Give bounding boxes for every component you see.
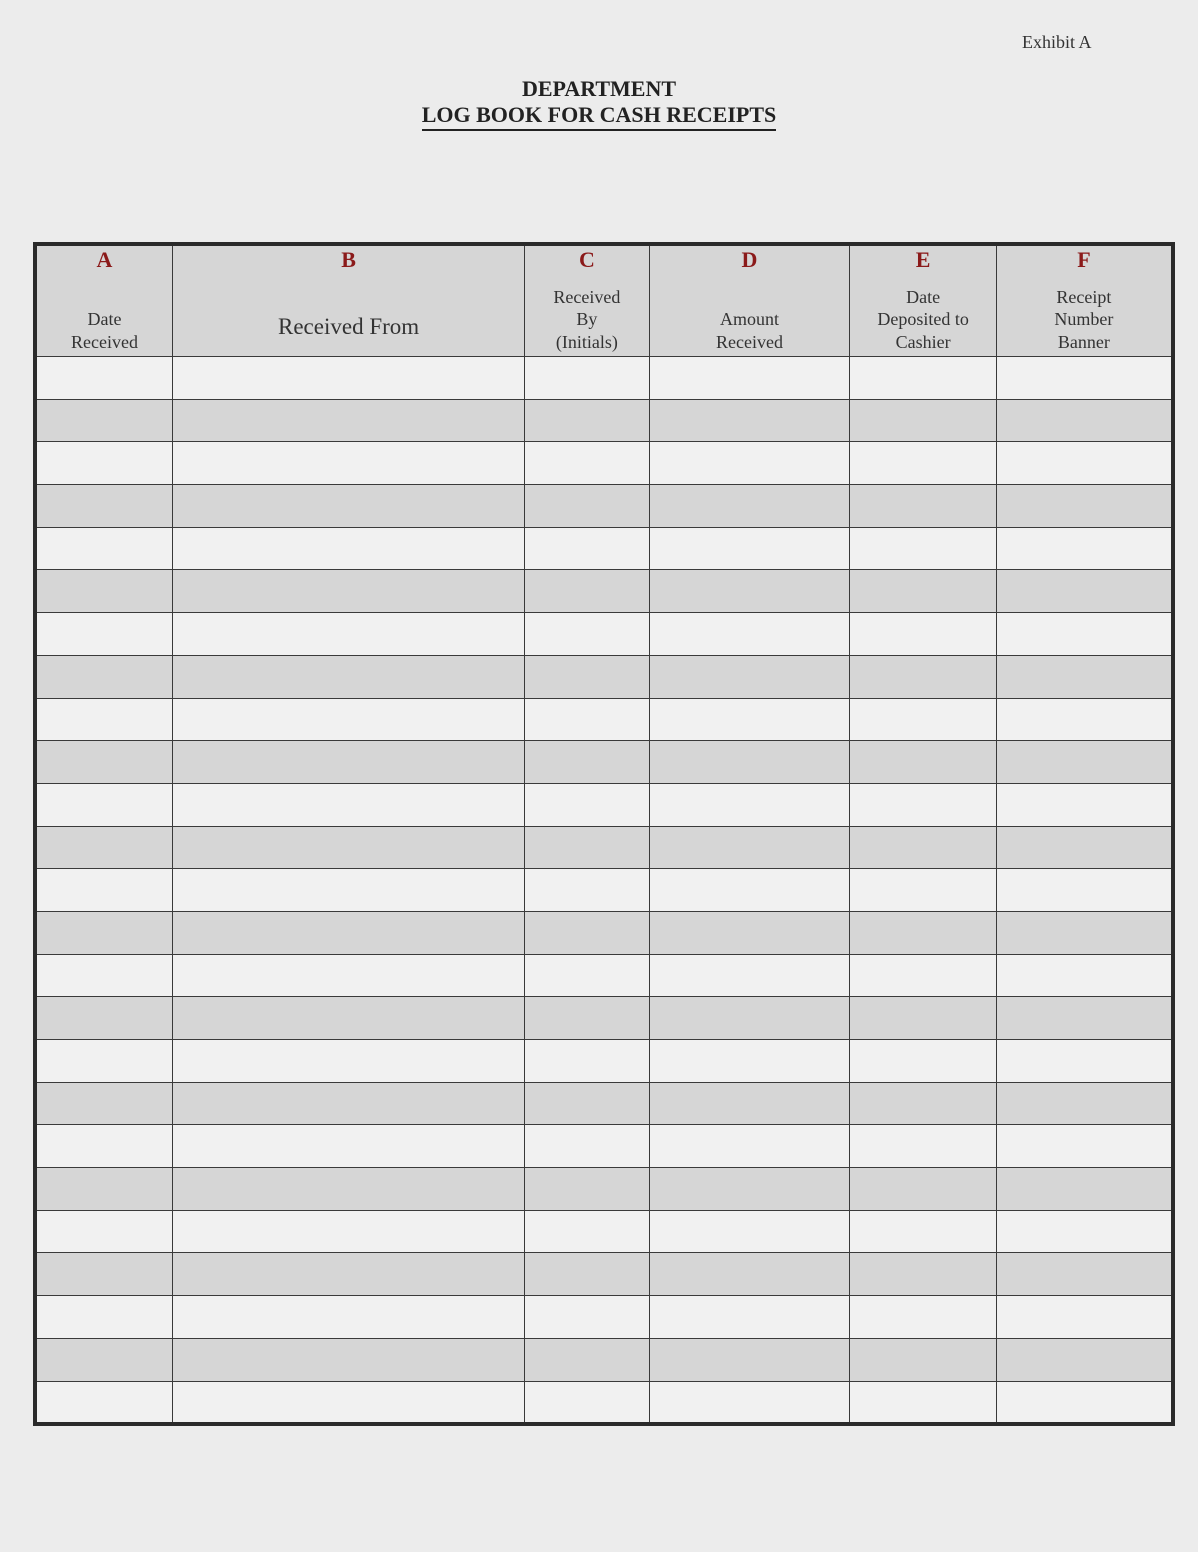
column-label: Received From (278, 313, 420, 339)
date-received-cell[interactable] (35, 1168, 172, 1211)
title-block (0, 76, 1198, 131)
date-deposited-cell[interactable] (850, 783, 997, 826)
amount-received-cell[interactable] (649, 826, 850, 869)
received-by-cell[interactable] (525, 1210, 649, 1253)
received-by-cell[interactable] (525, 527, 649, 570)
date-deposited-cell[interactable] (850, 869, 997, 912)
column-header-f (996, 244, 1173, 357)
column-label: Amount Received (715, 309, 783, 352)
table-row (35, 613, 1173, 656)
date-deposited-cell[interactable] (850, 1381, 997, 1424)
amount-received-cell[interactable] (649, 1381, 850, 1424)
receipt-number-cell[interactable] (996, 485, 1173, 528)
date-received-cell[interactable] (35, 1338, 172, 1381)
received-by-cell[interactable] (525, 485, 649, 528)
received-from-cell[interactable] (172, 954, 524, 997)
amount-received-cell[interactable] (649, 1253, 850, 1296)
column-letter: D (741, 247, 758, 272)
column-letter: E (915, 247, 931, 272)
received-from-cell[interactable] (172, 1082, 524, 1125)
column-header-d (649, 244, 850, 357)
receipt-number-cell[interactable] (996, 1381, 1173, 1424)
receipt-number-cell[interactable] (996, 1082, 1173, 1125)
received-from-cell[interactable] (172, 869, 524, 912)
received-by-cell[interactable] (525, 442, 649, 485)
amount-received-cell[interactable] (649, 485, 850, 528)
amount-received-cell[interactable] (649, 997, 850, 1040)
date-received-cell[interactable] (35, 826, 172, 869)
received-from-cell[interactable] (172, 1040, 524, 1083)
receipt-number-cell[interactable] (996, 570, 1173, 613)
date-deposited-cell[interactable] (850, 1168, 997, 1211)
received-from-cell[interactable] (172, 570, 524, 613)
date-received-cell[interactable] (35, 1082, 172, 1125)
date-received-cell[interactable] (35, 1381, 172, 1424)
received-by-cell[interactable] (525, 997, 649, 1040)
receipt-number-cell[interactable] (996, 399, 1173, 442)
amount-received-cell[interactable] (649, 1082, 850, 1125)
received-by-cell[interactable] (525, 1125, 649, 1168)
amount-received-cell[interactable] (649, 655, 850, 698)
received-by-cell[interactable] (525, 783, 649, 826)
receipt-number-cell[interactable] (996, 1338, 1173, 1381)
received-by-cell[interactable] (525, 1338, 649, 1381)
received-from-cell[interactable] (172, 911, 524, 954)
received-by-cell[interactable] (525, 1082, 649, 1125)
header-row (35, 244, 1173, 357)
date-received-cell[interactable] (35, 527, 172, 570)
amount-received-cell[interactable] (649, 1040, 850, 1083)
amount-received-cell[interactable] (649, 1125, 850, 1168)
received-by-cell[interactable] (525, 869, 649, 912)
receipt-number-cell[interactable] (996, 1040, 1173, 1083)
amount-received-cell[interactable] (649, 357, 850, 400)
receipt-number-cell[interactable] (996, 442, 1173, 485)
received-by-cell[interactable] (525, 1253, 649, 1296)
date-deposited-cell[interactable] (850, 442, 997, 485)
amount-received-cell[interactable] (649, 527, 850, 570)
column-label: Receipt Number Banner (1054, 286, 1114, 352)
received-from-cell[interactable] (172, 442, 524, 485)
date-received-cell[interactable] (35, 485, 172, 528)
table-row (35, 826, 1173, 869)
log-body (35, 357, 1173, 1424)
received-from-cell[interactable] (172, 527, 524, 570)
received-by-cell[interactable] (525, 1381, 649, 1424)
table-row (35, 954, 1173, 997)
date-deposited-cell[interactable] (850, 1253, 997, 1296)
received-from-cell[interactable] (172, 485, 524, 528)
table-row (35, 357, 1173, 400)
received-from-cell[interactable] (172, 741, 524, 784)
column-label: Received By (Initials) (553, 286, 621, 352)
receipt-number-cell[interactable] (996, 997, 1173, 1040)
date-received-cell[interactable] (35, 869, 172, 912)
table-row (35, 911, 1173, 954)
date-received-cell[interactable] (35, 399, 172, 442)
receipt-number-cell[interactable] (996, 1296, 1173, 1339)
amount-received-cell[interactable] (649, 783, 850, 826)
table-row (35, 869, 1173, 912)
date-received-cell[interactable] (35, 1296, 172, 1339)
receipt-number-cell[interactable] (996, 357, 1173, 400)
date-deposited-cell[interactable] (850, 527, 997, 570)
amount-received-cell[interactable] (649, 741, 850, 784)
date-deposited-cell[interactable] (850, 613, 997, 656)
amount-received-cell[interactable] (649, 869, 850, 912)
date-received-cell[interactable] (35, 911, 172, 954)
table-row (35, 527, 1173, 570)
column-header-b (172, 244, 524, 357)
date-received-cell[interactable] (35, 741, 172, 784)
logbook-title: LOG BOOK FOR CASH RECEIPTS (422, 102, 777, 131)
received-by-cell[interactable] (525, 357, 649, 400)
received-by-cell[interactable] (525, 655, 649, 698)
receipt-number-cell[interactable] (996, 527, 1173, 570)
date-deposited-cell[interactable] (850, 1296, 997, 1339)
date-deposited-cell[interactable] (850, 1338, 997, 1381)
table-row (35, 1338, 1173, 1381)
date-deposited-cell[interactable] (850, 911, 997, 954)
amount-received-cell[interactable] (649, 911, 850, 954)
exhibit-label: Exhibit A (1022, 32, 1092, 52)
date-deposited-cell[interactable] (850, 357, 997, 400)
date-deposited-cell[interactable] (850, 741, 997, 784)
column-label: Date Received (71, 309, 138, 352)
received-from-cell[interactable] (172, 1253, 524, 1296)
amount-received-cell[interactable] (649, 1168, 850, 1211)
received-from-cell[interactable] (172, 399, 524, 442)
table-row (35, 783, 1173, 826)
date-received-cell[interactable] (35, 655, 172, 698)
date-received-cell[interactable] (35, 954, 172, 997)
table-row (35, 698, 1173, 741)
date-deposited-cell[interactable] (850, 826, 997, 869)
date-deposited-cell[interactable] (850, 570, 997, 613)
table-row (35, 655, 1173, 698)
receipt-number-cell[interactable] (996, 911, 1173, 954)
amount-received-cell[interactable] (649, 570, 850, 613)
table-row (35, 1082, 1173, 1125)
date-deposited-cell[interactable] (850, 997, 997, 1040)
received-from-cell[interactable] (172, 1125, 524, 1168)
receipt-number-cell[interactable] (996, 741, 1173, 784)
received-from-cell[interactable] (172, 698, 524, 741)
date-deposited-cell[interactable] (850, 1082, 997, 1125)
date-received-cell[interactable] (35, 570, 172, 613)
department-title: DEPARTMENT (521, 76, 677, 101)
date-received-cell[interactable] (35, 1040, 172, 1083)
date-received-cell[interactable] (35, 357, 172, 400)
cash-receipts-log-table (33, 242, 1175, 1426)
column-letter: F (1077, 247, 1091, 272)
amount-received-cell[interactable] (649, 442, 850, 485)
receipt-number-cell[interactable] (996, 613, 1173, 656)
column-header-e (850, 244, 997, 357)
receipt-number-cell[interactable] (996, 869, 1173, 912)
table-row (35, 1296, 1173, 1339)
date-received-cell[interactable] (35, 613, 172, 656)
receipt-number-cell[interactable] (996, 655, 1173, 698)
amount-received-cell[interactable] (649, 954, 850, 997)
date-received-cell[interactable] (35, 1210, 172, 1253)
received-from-cell[interactable] (172, 1381, 524, 1424)
table-row (35, 741, 1173, 784)
date-received-cell[interactable] (35, 997, 172, 1040)
table-row (35, 1381, 1173, 1424)
receipt-number-cell[interactable] (996, 826, 1173, 869)
date-received-cell[interactable] (35, 442, 172, 485)
table-row (35, 1125, 1173, 1168)
date-deposited-cell[interactable] (850, 655, 997, 698)
table-row (35, 1040, 1173, 1083)
received-by-cell[interactable] (525, 1168, 649, 1211)
received-from-cell[interactable] (172, 1168, 524, 1211)
date-deposited-cell[interactable] (850, 1040, 997, 1083)
amount-received-cell[interactable] (649, 698, 850, 741)
received-by-cell[interactable] (525, 399, 649, 442)
received-by-cell[interactable] (525, 741, 649, 784)
receipt-number-cell[interactable] (996, 1125, 1173, 1168)
received-from-cell[interactable] (172, 655, 524, 698)
table-row (35, 1168, 1173, 1211)
received-from-cell[interactable] (172, 997, 524, 1040)
date-received-cell[interactable] (35, 698, 172, 741)
received-from-cell[interactable] (172, 783, 524, 826)
column-label: Date Deposited to Cashier (877, 286, 969, 352)
date-received-cell[interactable] (35, 783, 172, 826)
column-letter: C (578, 247, 595, 272)
date-deposited-cell[interactable] (850, 1210, 997, 1253)
received-by-cell[interactable] (525, 1296, 649, 1339)
column-letter: B (341, 247, 356, 272)
receipt-number-cell[interactable] (996, 954, 1173, 997)
date-received-cell[interactable] (35, 1125, 172, 1168)
table-row (35, 399, 1173, 442)
received-by-cell[interactable] (525, 613, 649, 656)
receipt-number-cell[interactable] (996, 698, 1173, 741)
received-by-cell[interactable] (525, 911, 649, 954)
column-header-c (525, 244, 649, 357)
date-deposited-cell[interactable] (850, 399, 997, 442)
receipt-number-cell[interactable] (996, 1168, 1173, 1211)
received-from-cell[interactable] (172, 1338, 524, 1381)
date-deposited-cell[interactable] (850, 954, 997, 997)
amount-received-cell[interactable] (649, 1338, 850, 1381)
amount-received-cell[interactable] (649, 1210, 850, 1253)
received-from-cell[interactable] (172, 1296, 524, 1339)
table-row (35, 442, 1173, 485)
received-by-cell[interactable] (525, 826, 649, 869)
table-row (35, 570, 1173, 613)
receipt-number-cell[interactable] (996, 1253, 1173, 1296)
amount-received-cell[interactable] (649, 613, 850, 656)
amount-received-cell[interactable] (649, 1296, 850, 1339)
table-row (35, 485, 1173, 528)
received-by-cell[interactable] (525, 1040, 649, 1083)
table-row (35, 1253, 1173, 1296)
table-row (35, 1210, 1173, 1253)
received-from-cell[interactable] (172, 357, 524, 400)
date-received-cell[interactable] (35, 1253, 172, 1296)
amount-received-cell[interactable] (649, 399, 850, 442)
received-from-cell[interactable] (172, 826, 524, 869)
receipt-number-cell[interactable] (996, 783, 1173, 826)
received-from-cell[interactable] (172, 613, 524, 656)
date-deposited-cell[interactable] (850, 1125, 997, 1168)
received-by-cell[interactable] (525, 570, 649, 613)
received-from-cell[interactable] (172, 1210, 524, 1253)
column-letter: A (96, 247, 113, 272)
receipt-number-cell[interactable] (996, 1210, 1173, 1253)
date-deposited-cell[interactable] (850, 698, 997, 741)
date-deposited-cell[interactable] (850, 485, 997, 528)
received-by-cell[interactable] (525, 698, 649, 741)
received-by-cell[interactable] (525, 954, 649, 997)
table-row (35, 997, 1173, 1040)
column-header-a (35, 244, 172, 357)
